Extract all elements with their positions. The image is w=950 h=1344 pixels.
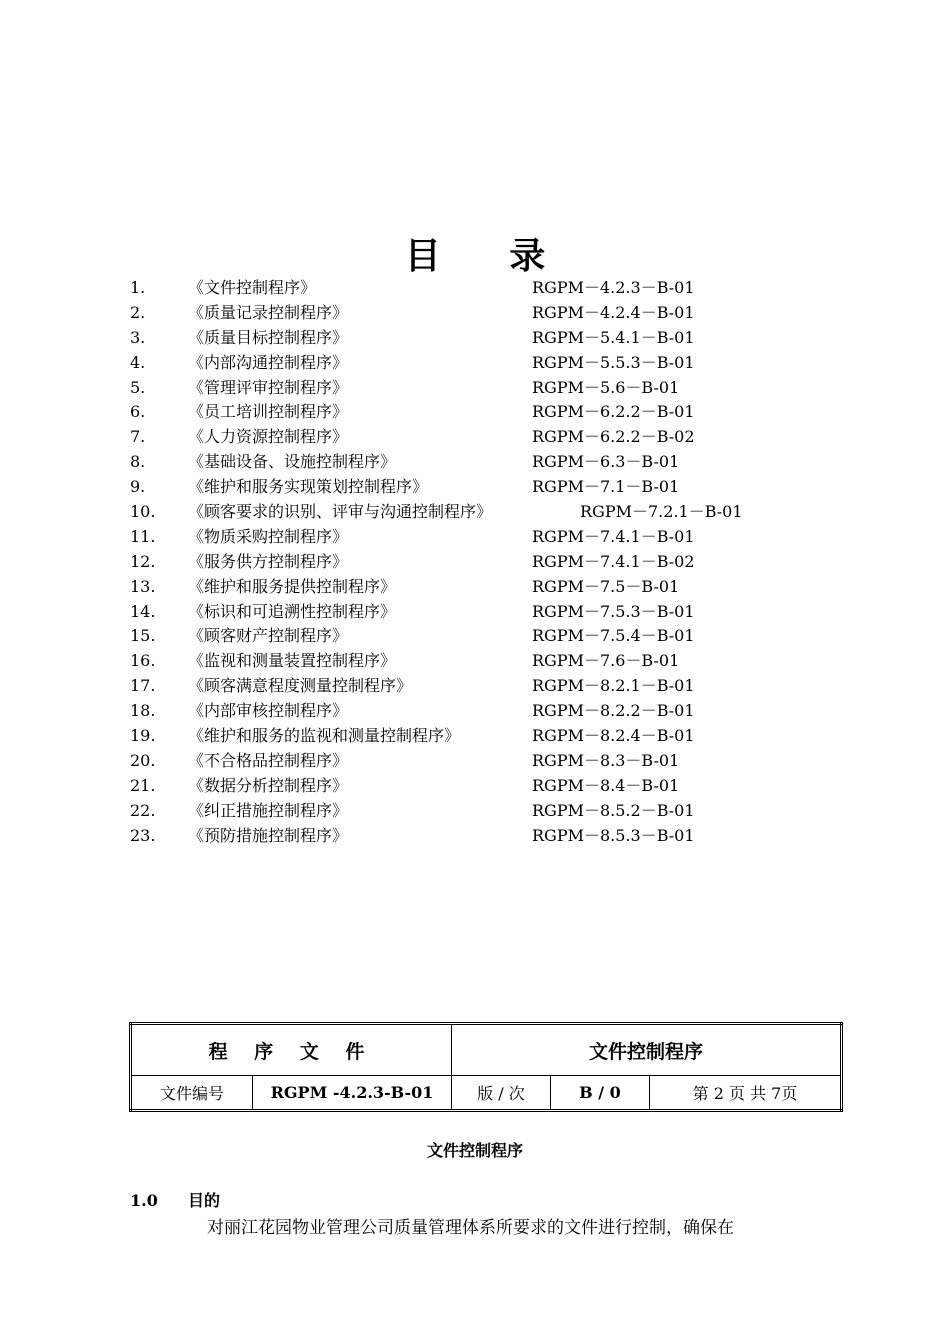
toc-item-title: 《管理评审控制程序》 (188, 377, 349, 397)
section-heading (130, 1188, 220, 1211)
toc-item-number: 8. (130, 452, 146, 472)
toc-item-title: 《顾客满意程度测量控制程序》 (188, 676, 413, 696)
toc-item-title: 《维护和服务的监视和测量控制程序》 (188, 726, 461, 746)
toc-item-number: 6. (130, 402, 146, 422)
toc-item-code: RGPM－5.6－B-01 (532, 377, 680, 397)
toc-item (130, 649, 890, 674)
toc-item-number: 15. (130, 626, 156, 646)
toc-item-number: 17. (130, 676, 156, 696)
toc-item-code: RGPM－7.4.1－B-01 (532, 526, 695, 546)
toc-item-title: 《物质采购控制程序》 (188, 526, 349, 546)
toc-item-title: 《顾客要求的识别、评审与沟通控制程序》 (188, 502, 493, 522)
document-category: 程 序 文 件 (131, 1024, 452, 1076)
toc-item (130, 600, 890, 625)
toc-item-number: 7. (130, 427, 146, 447)
toc-item-number: 3. (130, 327, 146, 347)
toc-item-title: 《员工培训控制程序》 (188, 402, 349, 422)
toc-item-title: 《标识和可追溯性控制程序》 (188, 601, 397, 621)
toc-item-code: RGPM－7.5.3－B-01 (532, 601, 695, 621)
toc-item-title: 《不合格品控制程序》 (188, 750, 349, 770)
toc-item (130, 774, 890, 799)
toc-item-title: 《内部沟通控制程序》 (188, 352, 349, 372)
toc-item-title: 《顾客财产控制程序》 (188, 626, 349, 646)
section-title: 文件控制程序 (426, 1141, 523, 1160)
toc-item-code: RGPM－5.5.3－B-01 (532, 352, 695, 372)
toc-item (130, 749, 890, 774)
toc-item (130, 624, 890, 649)
toc-item-code: RGPM－8.5.2－B-01 (532, 800, 695, 820)
toc-item (130, 276, 890, 301)
document-header-table (129, 1022, 843, 1112)
toc-item (130, 724, 890, 749)
toc-item-code: RGPM－6.3－B-01 (532, 452, 680, 472)
toc-item (130, 500, 890, 525)
toc-item-number: 14. (130, 601, 156, 621)
toc-item-number: 21. (130, 775, 156, 795)
toc-item-title: 《质量目标控制程序》 (188, 327, 349, 347)
toc-item (130, 376, 890, 401)
toc-item-number: 11. (130, 526, 156, 546)
toc-item-number: 4. (130, 352, 146, 372)
section-number: 1.0 (130, 1191, 158, 1210)
toc-item (130, 525, 890, 550)
toc-item (130, 425, 890, 450)
toc-item-number: 20. (130, 750, 156, 770)
toc-item-code: RGPM－5.4.1－B-01 (532, 327, 695, 347)
toc-item-number: 2. (130, 302, 146, 322)
toc-item (130, 450, 890, 475)
toc-item-title: 《数据分析控制程序》 (188, 775, 349, 795)
toc-item (130, 400, 890, 425)
toc-item-code: RGPM－7.6－B-01 (532, 651, 680, 671)
toc-item (130, 674, 890, 699)
toc-item (130, 326, 890, 351)
document-title-cell: 文件控制程序 (452, 1024, 842, 1076)
toc-item-title: 《质量记录控制程序》 (188, 302, 349, 322)
toc-item-code: RGPM－6.2.2－B-02 (532, 427, 695, 447)
toc-item-code: RGPM－4.2.4－B-01 (532, 302, 695, 322)
section-heading-text: 目的 (188, 1191, 221, 1210)
toc-item-number: 9. (130, 477, 146, 497)
toc-item-code: RGPM－8.2.4－B-01 (532, 726, 695, 746)
table-of-contents (130, 276, 890, 848)
toc-item (130, 351, 890, 376)
toc-item (130, 550, 890, 575)
doc-no-label: 文件编号 (131, 1076, 253, 1111)
toc-item (130, 575, 890, 600)
toc-item-code: RGPM－7.4.1－B-02 (532, 551, 695, 571)
toc-item-code: RGPM－8.5.3－B-01 (532, 825, 695, 845)
toc-item-title: 《预防措施控制程序》 (188, 825, 349, 845)
toc-item-code: RGPM－7.2.1－B-01 (580, 502, 743, 522)
toc-item-title: 《内部审核控制程序》 (188, 701, 349, 721)
toc-item-code: RGPM－7.5.4－B-01 (532, 626, 695, 646)
toc-item-number: 22. (130, 800, 156, 820)
toc-item-code: RGPM－8.2.2－B-01 (532, 701, 695, 721)
toc-item-code: RGPM－7.1－B-01 (532, 477, 680, 497)
toc-item-title: 《纠正措施控制程序》 (188, 800, 349, 820)
version-value: B / 0 (551, 1076, 650, 1111)
toc-item (130, 824, 890, 849)
toc-item-number: 18. (130, 701, 156, 721)
toc-item (130, 799, 890, 824)
toc-item-code: RGPM－4.2.3－B-01 (532, 278, 695, 297)
toc-item-number: 19. (130, 726, 156, 746)
section-paragraph: 对丽江花园物业管理公司质量管理体系所要求的文件进行控制，确保在 (207, 1218, 734, 1238)
toc-item-number: 13. (130, 576, 156, 596)
toc-item (130, 699, 890, 724)
toc-item-title: 《维护和服务实现策划控制程序》 (188, 477, 429, 497)
page-title: 目 录 (404, 236, 574, 277)
version-label: 版 / 次 (452, 1076, 551, 1111)
toc-item-title: 《服务供方控制程序》 (188, 551, 349, 571)
toc-item-number: 10. (130, 502, 156, 522)
toc-item-title: 《人力资源控制程序》 (188, 427, 349, 447)
toc-item-title: 《监视和测量装置控制程序》 (188, 651, 397, 671)
toc-item-title: 《维护和服务提供控制程序》 (188, 576, 397, 596)
page-info: 第 2 页 共 7页 (650, 1076, 842, 1111)
toc-item-code: RGPM－6.2.2－B-01 (532, 402, 695, 422)
toc-item-code: RGPM－8.3－B-01 (532, 750, 680, 770)
toc-item-number: 12. (130, 551, 156, 571)
toc-item (130, 301, 890, 326)
toc-item-code: RGPM－8.2.1－B-01 (532, 676, 695, 696)
toc-item-number: 1. (130, 278, 146, 297)
doc-no-value: RGPM -4.2.3-B-01 (253, 1076, 452, 1111)
toc-item-code: RGPM－7.5－B-01 (532, 576, 680, 596)
toc-item-number: 23. (130, 825, 156, 845)
toc-item-title: 《文件控制程序》 (188, 278, 317, 297)
toc-item-number: 5. (130, 377, 146, 397)
toc-item-number: 16. (130, 651, 156, 671)
toc-item-code: RGPM－8.4－B-01 (532, 775, 680, 795)
toc-item-title: 《基础设备、设施控制程序》 (188, 452, 397, 472)
toc-item (130, 475, 890, 500)
